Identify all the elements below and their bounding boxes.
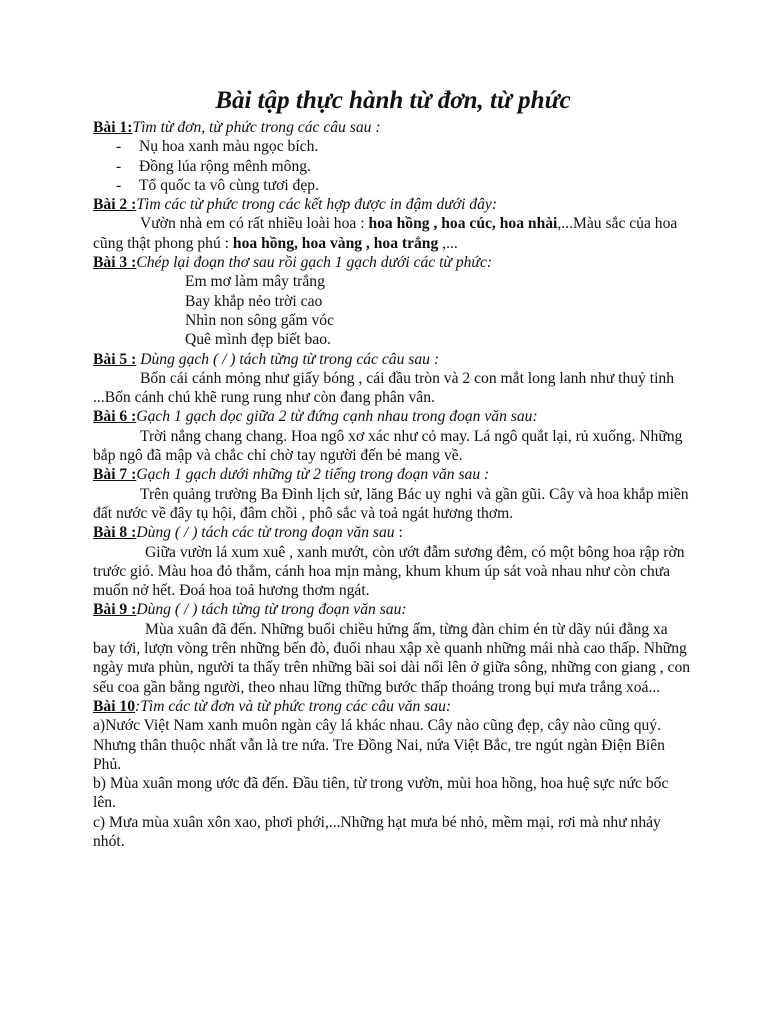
exercise-2-task: Tìm các từ phức trong các kết hợp được in đậm dưới đây: [136,196,498,214]
page-title: Bài tập thực hành từ đơn, từ phức [215,87,571,114]
exercise-10-task: :Tìm các từ đơn và từ phức trong các câu văn sau: [135,697,452,715]
exercise-7-heading [93,465,693,484]
exercise-1-list [93,137,693,195]
list-item-text: Nụ hoa xanh màu ngọc bích. [139,138,319,156]
poem-line: Quê mình đẹp biết bao. [185,331,331,349]
list-item-text: Đồng lúa rộng mênh mông. [139,157,311,175]
exercise-2-label: Bài 2 : [93,196,137,214]
exercise-3-heading [93,253,693,272]
exercise-6-label: Bài 6 : [93,408,137,426]
paragraph-text: Vườn nhà em có rất nhiều loài hoa : [140,215,369,233]
exercise-10-label: Bài 10 [93,697,136,715]
exercise-7-label: Bài 7 : [93,466,137,484]
dash-bullet-icon: - [116,157,122,175]
exercise-10-part-c: c) Mưa mùa xuân xôn xao, phơi phới,...Những hạt mưa bé nhỏ, mềm mại, rơi mà như nhảy nhót. [93,813,661,850]
bold-phrase: hoa hồng , hoa cúc, hoa nhài [368,215,558,233]
poem [93,272,693,349]
exercise-7-paragraph: Trên quảng trường Ba Đình lịch sử, lăng Bác uy nghi và gần gũi. Cây và hoa khắp miền đất nước về đây tụ hội, đâm chồi , phô sắc và toả ngát hương thơm. [93,485,689,522]
exercise-9-task: Dùng ( / ) tách từng từ trong đoạn văn sau: [136,601,407,619]
exercise-9-heading [93,600,693,619]
paragraph-text: ,... [438,234,458,252]
dash-bullet-icon: - [116,138,122,156]
exercise-9-label: Bài 9 : [93,601,137,619]
exercise-5-paragraph: Bốn cái cánh mỏng như giấy bóng , cái đầu tròn và 2 con mắt long lanh như thuỷ tinh ...Bốn cánh chú khẽ rung rung như còn đang phân vân. [93,369,674,407]
paragraph-text: ,...Màu sắc của hoa cũng thật phong phú : [93,215,678,252]
exercise-8-label: Bài 8 : [93,524,137,542]
list-item [93,157,693,176]
poem-line: Bay khắp nẻo trời cao [185,292,323,310]
exercise-8-heading [93,523,693,542]
exercise-3-label: Bài 3 : [93,254,137,272]
exercise-2-heading [93,195,693,214]
exercise-1-heading [93,118,693,137]
document-page [93,86,693,851]
exercise-8-task: Dùng ( / ) tách các từ trong đoạn văn sau [136,524,395,542]
exercise-8-paragraph: Giữa vườn lá xum xuê , xanh mướt, còn ướt đẫm sương đêm, có một bông hoa rập rờn trước gió. Màu hoa đỏ thắm, cánh hoa mịn màng, khum khum úp sát voà nhau như còn chưa muốn nở hết. Đoá hoa toả hương thơm ngát. [93,543,685,600]
exercise-1-task: Tìm từ đơn, từ phức trong các câu sau : [132,119,381,136]
exercise-8-task-tail: : [394,524,403,542]
list-item [93,176,693,195]
bold-phrase: hoa hồng, hoa vàng , hoa trắng [232,234,439,252]
exercise-5-label: Bài 5 : [93,350,137,368]
list-item-text: Tổ quốc ta vô cùng tươi đẹp. [139,176,319,194]
list-item [93,137,693,156]
exercise-10-part-a: a)Nước Việt Nam xanh muôn ngàn cây lá khác nhau. Cây nào cũng đẹp, cây nào cũng quý. Nhưng thân thuộc nhất vẫn là tre nứa. Tre Đồng Nai, nứa Việt Bắc, tre ngút ngàn Điện Biên Phủ. [93,717,665,773]
exercise-6-paragraph: Trời nắng chang chang. Hoa ngô xơ xác như cỏ may. Lá ngô quắt lại, rủ xuống. Những bắp ngô đã mập và chắc chỉ chờ tay người đến bẻ mang về. [93,427,683,465]
exercise-10-part-b: b) Mùa xuân mong ước đã đến. Đầu tiên, từ trong vườn, mùi hoa hồng, hoa huệ sực nức bốc lên. [93,775,669,812]
exercise-10-heading [93,697,693,716]
dash-bullet-icon: - [116,176,122,194]
poem-line: Nhìn non sông gấm vóc [185,311,334,329]
exercise-7-task: Gạch 1 gạch dưới những từ 2 tiếng trong đoạn văn sau : [136,466,490,484]
exercise-6-heading [93,407,693,426]
exercise-5-heading [93,350,693,369]
exercise-6-task: Gạch 1 gạch dọc giữa 2 từ đứng cạnh nhau trong đoạn văn sau: [136,408,538,426]
poem-line: Em mơ làm mây trắng [185,273,325,291]
exercise-1-label: Bài 1: [93,119,133,136]
exercise-9-paragraph: Mùa xuân đã đến. Những buổi chiều hửng ấm, từng đàn chim én từ dãy núi đằng xa bay tới, lượn vòng trên những bến đò, đuổi nhau xập xè quanh những mái nhà cao thấp. Những ngày mưa phùn, người ta thấy trên những bãi soi dài nổi lên ở giữa sông, những con giang , con sếu coa gần bằng người, theo nhau lững thững bước thấp thoáng trong bụi mưa trắng xoá... [93,620,691,696]
exercise-5-task: Dùng gạch ( / ) tách từng từ trong các câu sau : [136,350,440,368]
exercise-2-paragraph [93,214,693,253]
exercise-3-task: Chép lại đoạn thơ sau rồi gạch 1 gạch dưới các từ phức: [136,254,493,272]
